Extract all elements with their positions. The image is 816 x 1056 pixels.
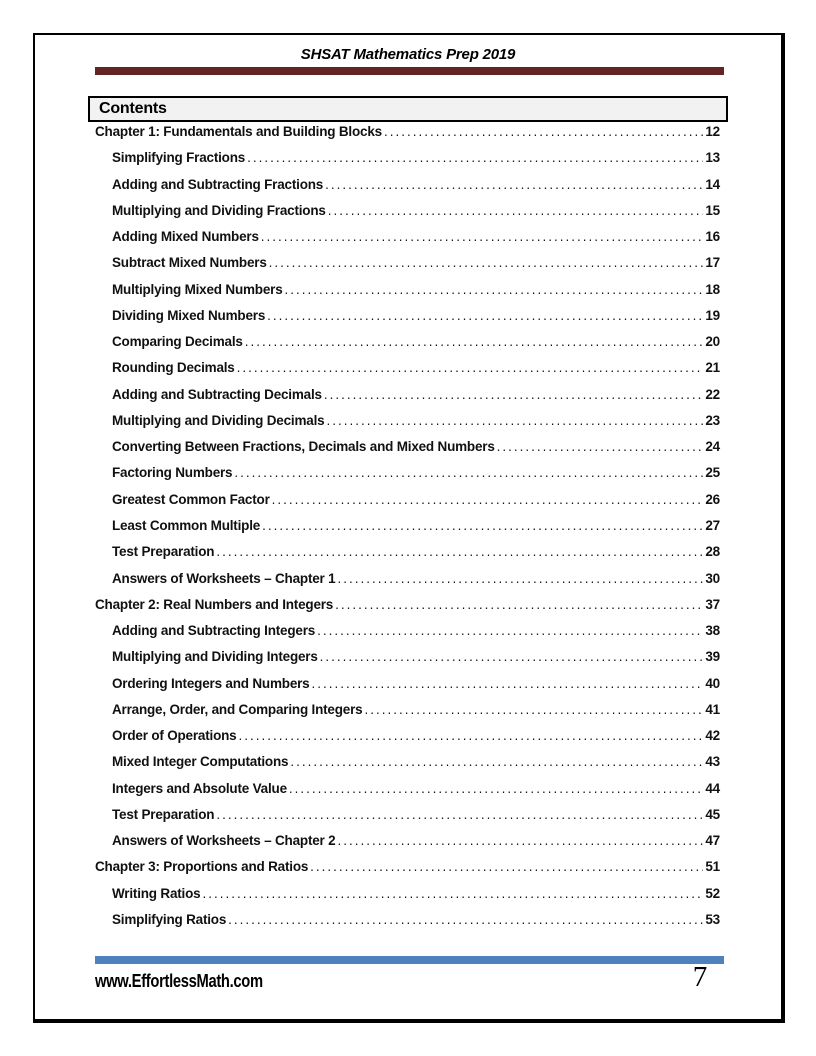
toc-entry-page: 37	[705, 596, 720, 612]
toc-dot-leader	[245, 329, 704, 355]
toc-entry-label: Chapter 2: Real Numbers and Integers	[95, 596, 334, 612]
toc-dot-leader	[337, 828, 703, 854]
toc-dot-leader	[325, 172, 703, 198]
toc-entry[interactable]	[95, 697, 720, 723]
toc-dot-leader	[289, 776, 703, 802]
toc-entry-label: Arrange, Order, and Comparing Integers	[112, 701, 363, 717]
toc-dot-leader	[335, 592, 703, 618]
toc-entry-label: Multiplying and Dividing Decimals	[112, 412, 325, 428]
toc-entry-label: Writing Ratios	[112, 885, 201, 901]
toc-entry[interactable]	[95, 250, 720, 276]
toc-dot-leader	[337, 566, 703, 592]
toc-entry-page: 24	[705, 439, 720, 455]
toc-entry-label: Adding Mixed Numbers	[112, 229, 259, 245]
toc-entry[interactable]	[95, 749, 720, 775]
toc-entry-page: 45	[705, 806, 720, 822]
toc-dot-leader	[216, 802, 703, 828]
toc-entry-label: Simplifying Ratios	[112, 911, 227, 927]
toc-dot-leader	[364, 697, 703, 723]
toc-dot-leader	[261, 224, 704, 250]
toc-entry[interactable]	[95, 723, 720, 749]
toc-dot-leader	[324, 382, 704, 408]
toc-entry[interactable]	[95, 224, 720, 250]
toc-dot-leader	[285, 277, 704, 303]
toc-dot-leader	[384, 119, 703, 145]
toc-entry[interactable]	[95, 644, 720, 670]
toc-entry[interactable]	[95, 539, 720, 565]
toc-entry[interactable]	[95, 408, 720, 434]
toc-dot-leader	[317, 618, 703, 644]
toc-dot-leader	[202, 881, 703, 907]
toc-entry[interactable]	[95, 145, 720, 171]
toc-entry-page: 39	[705, 649, 720, 665]
toc-entry[interactable]	[95, 566, 720, 592]
toc-entry-page: 14	[705, 176, 720, 192]
toc-entry-page: 40	[705, 675, 720, 691]
toc-dot-leader	[228, 907, 703, 933]
toc-entry-label: Comparing Decimals	[112, 334, 243, 350]
toc-entry-page: 51	[705, 859, 720, 875]
toc-entry[interactable]	[95, 277, 720, 303]
toc-entry-page: 52	[705, 885, 720, 901]
toc-entry-label: Integers and Absolute Value	[112, 780, 287, 796]
toc-dot-leader	[238, 723, 703, 749]
toc-entry[interactable]	[95, 854, 720, 880]
toc-entry[interactable]	[95, 198, 720, 224]
toc-dot-leader	[497, 434, 704, 460]
toc-entry-label: Answers of Worksheets – Chapter 1	[112, 570, 336, 586]
toc-entry-label: Dividing Mixed Numbers	[112, 307, 266, 323]
toc-dot-leader	[326, 408, 703, 434]
toc-dot-leader	[272, 487, 704, 513]
toc-entry[interactable]	[95, 434, 720, 460]
toc-entry-label: Test Preparation	[112, 544, 215, 560]
toc-dot-leader	[216, 539, 703, 565]
toc-dot-leader	[310, 854, 703, 880]
toc-entry-label: Subtract Mixed Numbers	[112, 255, 267, 271]
toc-entry-page: 16	[705, 229, 720, 245]
toc-dot-leader	[320, 644, 704, 670]
toc-entry[interactable]	[95, 618, 720, 644]
toc-entry-page: 47	[705, 833, 720, 849]
toc-entry-page: 42	[705, 728, 720, 744]
toc-entry-label: Order of Operations	[112, 728, 237, 744]
toc-entry-label: Greatest Common Factor	[112, 491, 270, 507]
toc-entry-label: Factoring Numbers	[112, 465, 233, 481]
toc-entry-label: Chapter 3: Proportions and Ratios	[95, 859, 309, 875]
toc-entry-page: 23	[705, 412, 720, 428]
toc-entry-label: Ordering Integers and Numbers	[112, 675, 310, 691]
toc-entry-label: Adding and Subtracting Integers	[112, 623, 316, 639]
toc-entry-page: 26	[705, 491, 720, 507]
toc-entry-page: 41	[705, 701, 720, 717]
toc-entry[interactable]	[95, 487, 720, 513]
toc-entry-label: Least Common Multiple	[112, 517, 261, 533]
toc-entry-label: Adding and Subtracting Decimals	[112, 386, 322, 402]
toc-entry-label: Answers of Worksheets – Chapter 2	[112, 833, 336, 849]
toc-entry[interactable]	[95, 907, 720, 933]
toc-dot-leader	[290, 749, 703, 775]
toc-entry-page: 18	[705, 281, 720, 297]
toc-dot-leader	[237, 355, 704, 381]
toc-entry[interactable]	[95, 172, 720, 198]
contents-heading: Contents	[99, 100, 167, 117]
toc-dot-leader	[267, 303, 703, 329]
toc-entry[interactable]	[95, 460, 720, 486]
header-rule	[95, 67, 724, 75]
toc-entry[interactable]	[95, 881, 720, 907]
toc-entry-label: Test Preparation	[112, 806, 215, 822]
toc-entry[interactable]	[95, 802, 720, 828]
toc-dot-leader	[328, 198, 704, 224]
toc-entry[interactable]	[95, 329, 720, 355]
toc-entry-page: 25	[705, 465, 720, 481]
toc-entry-label: Multiplying and Dividing Integers	[112, 649, 318, 665]
toc-entry[interactable]	[95, 828, 720, 854]
toc-entry-label: Converting Between Fractions, Decimals and Mixed Numbers	[112, 439, 495, 455]
toc-entry-label: Mixed Integer Computations	[112, 754, 289, 770]
toc-entry-page: 12	[705, 124, 720, 139]
toc-entry-page: 28	[705, 544, 720, 560]
toc-dot-leader	[269, 250, 704, 276]
toc-entry-page: 43	[705, 754, 720, 770]
toc-entry[interactable]	[95, 303, 720, 329]
toc-entry-label: Multiplying and Dividing Fractions	[112, 202, 326, 218]
page-header-title: SHSAT Mathematics Prep 2019	[300, 46, 516, 63]
toc-entry-label: Chapter 1: Fundamentals and Building Blocks	[95, 124, 382, 139]
toc-entry-page: 53	[705, 911, 720, 927]
toc-entry[interactable]	[95, 355, 720, 381]
toc-entry-label: Rounding Decimals	[112, 360, 235, 376]
toc-entry[interactable]	[95, 119, 720, 145]
toc-entry-page: 19	[705, 307, 720, 323]
toc-entry-page: 13	[705, 150, 720, 166]
toc-entry-label: Simplifying Fractions	[112, 150, 246, 166]
toc-entry-label: Adding and Subtracting Fractions	[112, 176, 324, 192]
toc-entry-page: 38	[705, 623, 720, 639]
toc-entry-page: 22	[705, 386, 720, 402]
toc-list	[95, 119, 720, 933]
footer-rule	[95, 956, 724, 964]
toc-entry[interactable]	[95, 776, 720, 802]
toc-entry-page: 30	[705, 570, 720, 586]
toc-entry-page: 20	[705, 334, 720, 350]
toc-dot-leader	[247, 145, 703, 171]
toc-entry[interactable]	[95, 513, 720, 539]
toc-entry[interactable]	[95, 592, 720, 618]
toc-entry-page: 15	[705, 202, 720, 218]
footer-website-link[interactable]: www.EffortlessMath.com	[95, 971, 263, 991]
toc-dot-leader	[262, 513, 703, 539]
toc-entry-label: Multiplying Mixed Numbers	[112, 281, 283, 297]
toc-entry-page: 27	[705, 517, 720, 533]
toc-entry[interactable]	[95, 382, 720, 408]
toc-entry-page: 44	[705, 780, 720, 796]
toc-dot-leader	[234, 460, 703, 486]
toc-entry[interactable]	[95, 671, 720, 697]
toc-entry-page: 17	[705, 255, 720, 271]
footer-page-number: 7	[692, 961, 708, 993]
toc-entry-page: 21	[705, 360, 720, 376]
toc-dot-leader	[312, 671, 704, 697]
